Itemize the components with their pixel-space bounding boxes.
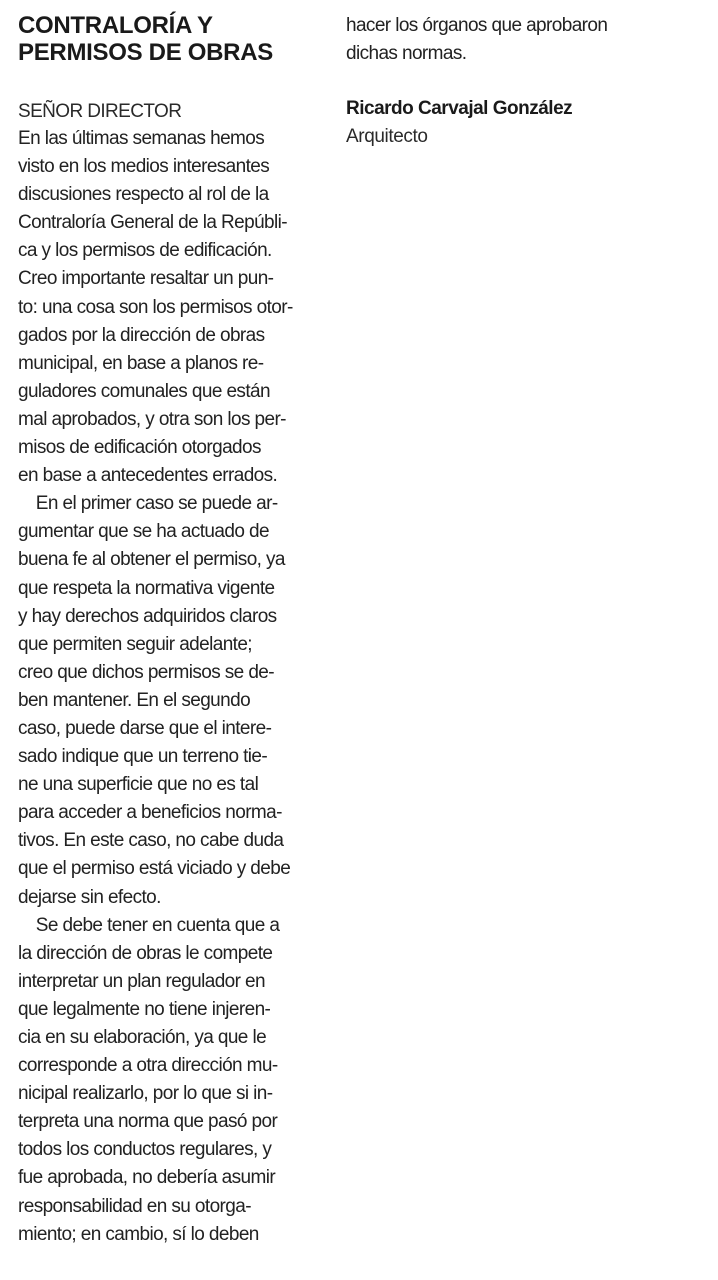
headline-line: PERMISOS DE OBRAS	[18, 39, 273, 66]
body-line: Se debe tener en cuenta que a	[18, 914, 280, 936]
body-line: misos de edificación otorgados	[18, 437, 261, 459]
body-line: en base a antecedentes errados.	[18, 465, 278, 487]
body-line: buena fe al obtener el permiso, ya	[18, 549, 285, 571]
body-line: que el permiso está viciado y debe	[18, 858, 291, 880]
body-continuation	[346, 12, 646, 68]
body-line: ben mantener. En el segundo	[18, 689, 251, 711]
body-line: hacer los órganos que aprobaron	[346, 15, 608, 36]
author-role: Arquitecto	[346, 126, 428, 147]
body-line: discusiones respecto al rol de la	[18, 184, 269, 206]
author-name: Ricardo Carvajal González	[346, 98, 573, 119]
body-line: corresponde a otra dirección mu-	[18, 1055, 278, 1077]
body-line: tivos. En este caso, no cabe duda	[18, 830, 284, 852]
body-line: cia en su elaboración, ya que le	[18, 1027, 267, 1048]
body-line: creo que dichos permisos se de-	[18, 661, 274, 683]
right-column	[346, 0, 646, 151]
body-line: nicipal realizarlo, por lo que si in-	[18, 1083, 273, 1105]
body-line: caso, puede darse que el intere-	[18, 717, 272, 739]
body-line: En las últimas semanas hemos	[18, 128, 265, 149]
body-line: que permiten seguir adelante;	[18, 633, 252, 655]
body-line: responsabilidad en su otorga-	[18, 1195, 251, 1217]
headline-line: CONTRALORÍA Y	[18, 12, 213, 39]
left-column	[18, 0, 318, 1249]
body-line: y hay derechos adquiridos claros	[18, 605, 277, 627]
body-line: interpretar un plan regulador en	[18, 970, 265, 992]
article-headline	[18, 12, 318, 66]
body-line: Creo importante resaltar un pun-	[18, 268, 274, 290]
body-line: dejarse sin efecto.	[18, 886, 161, 908]
salutation: SEÑOR DIRECTOR	[18, 101, 182, 122]
body-line: municipal, en base a planos re-	[18, 352, 264, 374]
body-line: guladores comunales que están	[18, 380, 270, 402]
body-line: gados por la dirección de obras	[18, 324, 265, 346]
body-line: la dirección de obras le compete	[18, 942, 273, 964]
body-line: ne una superficie que no es tal	[18, 774, 259, 796]
body-line: para acceder a beneficios norma-	[18, 802, 282, 824]
body-line: En el primer caso se puede ar-	[18, 493, 278, 515]
body-line: todos los conductos regulares, y	[18, 1139, 272, 1161]
body-line: fue aprobada, no debería asumir	[18, 1167, 276, 1189]
body-line: terpreta una norma que pasó por	[18, 1111, 278, 1133]
body-line: dichas normas.	[346, 43, 467, 64]
article-body	[18, 125, 318, 1249]
body-line: que respeta la normativa vigente	[18, 577, 275, 599]
body-line: ca y los permisos de edificación.	[18, 240, 272, 262]
body-line: miento; en cambio, sí lo deben	[18, 1223, 259, 1245]
body-line: que legalmente no tiene injeren-	[18, 998, 271, 1020]
body-line: Contraloría General de la Repúbli-	[18, 212, 287, 234]
body-line: mal aprobados, y otra son los per-	[18, 408, 286, 430]
body-line: to: una cosa son los permisos otor-	[18, 296, 293, 318]
body-line: sado indique que un terreno tie-	[18, 746, 268, 768]
body-line: visto en los medios interesantes	[18, 156, 270, 178]
body-line: gumentar que se ha actuado de	[18, 521, 269, 543]
